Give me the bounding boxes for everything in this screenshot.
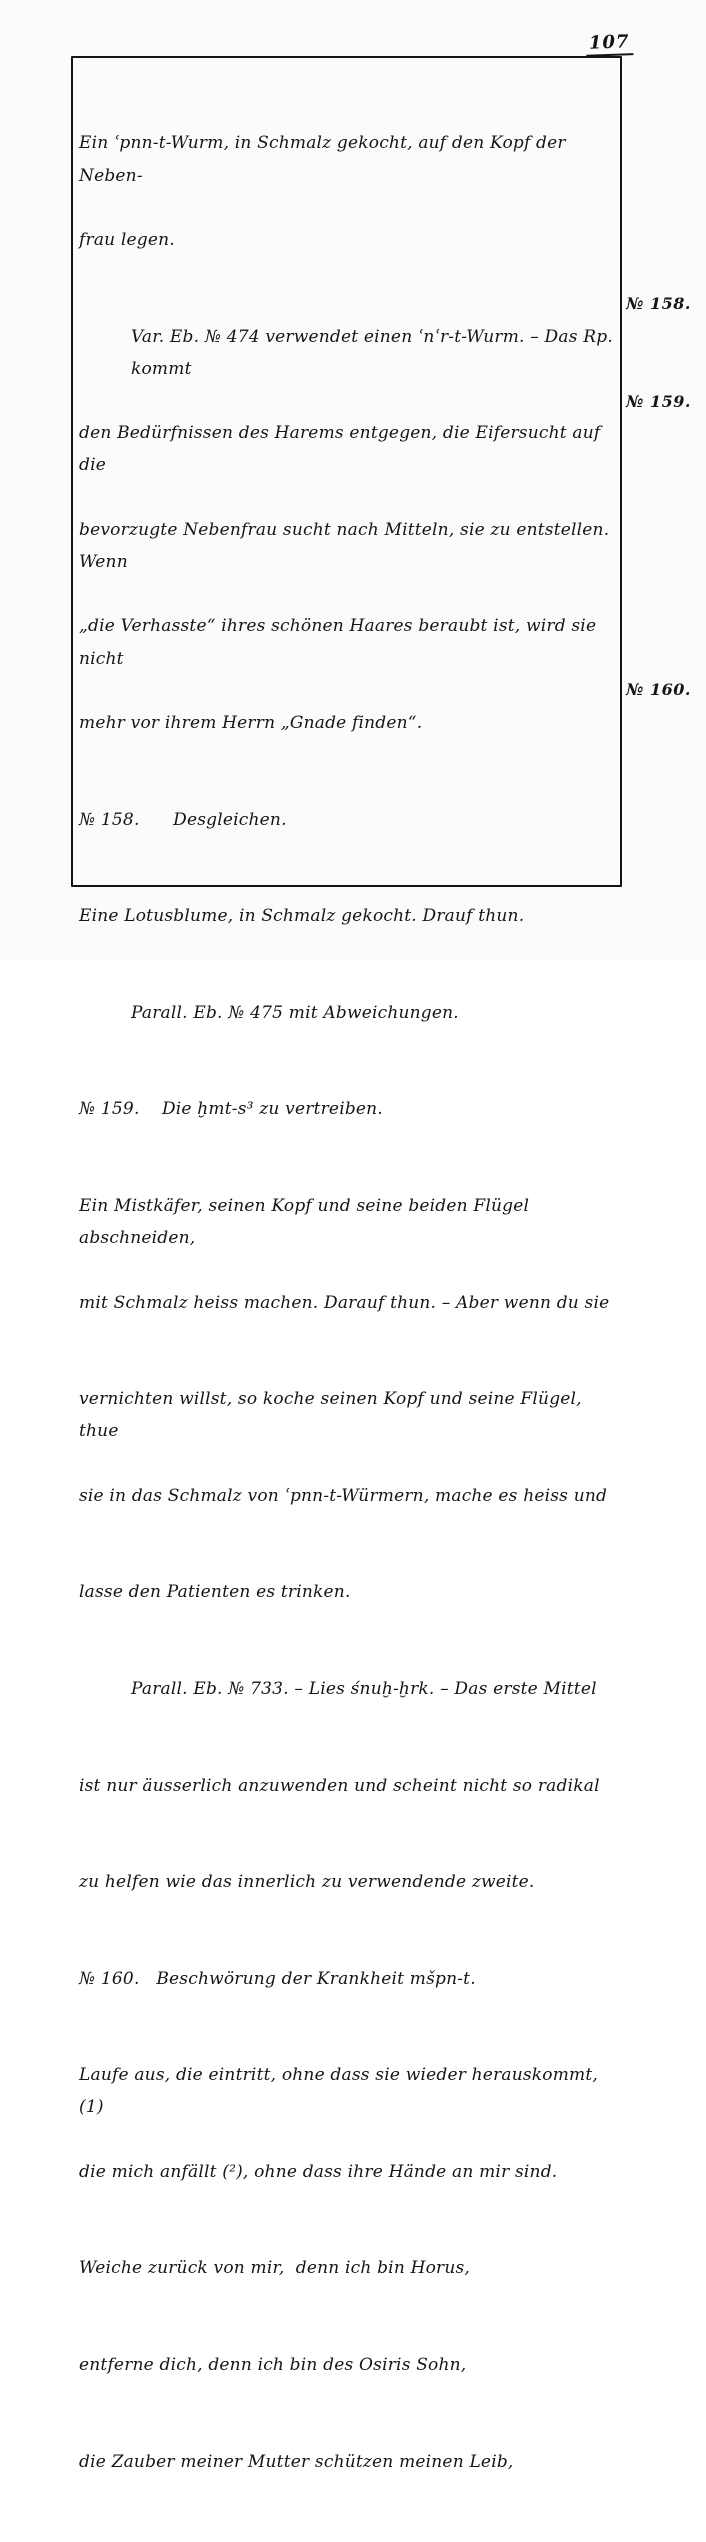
manuscript-line-no-158: № 158. Desgleichen. [79, 809, 287, 830]
manuscript-line: vernichten willst, so koche seinen Kopf und seine Flügel, thue [79, 1389, 588, 1442]
manuscript-line: entferne dich, denn ich bin des Osiris Sohn, [79, 2355, 467, 2376]
manuscript-line: Parall. Eb. № 733. – Lies śnuḫ-ḫrk. – Das erste Mittel [131, 1678, 597, 1699]
manuscript-line: bevorzugte Nebenfrau sucht nach Mitteln, sie zu entstellen. Wenn [79, 519, 615, 572]
manuscript-line: Ein ʿpnn-t-Wurm, in Schmalz gekocht, auf den Kopf der Neben- [79, 133, 572, 186]
page-number: 107 [586, 31, 633, 57]
manuscript-line: lasse den Patienten es trinken. [79, 1582, 351, 1603]
manuscript-line: Ein Mistkäfer, seinen Kopf und seine beiden Flügel abschneiden, [79, 1195, 535, 1249]
manuscript-text [79, 63, 617, 2542]
manuscript-line: den Bedürfnissen des Harems entgegen, die Eifersucht auf die [79, 423, 606, 476]
manuscript-line: mit Schmalz heiss machen. Darauf thun. – Aber wenn du sie [79, 1292, 610, 1313]
manuscript-line: ist nur äusserlich anzuwenden und scheint nicht so radikal [79, 1775, 600, 1796]
manuscript-line: „die Verhasste“ ihres schönen Haares beraubt ist, wird sie nicht [79, 616, 602, 669]
manuscript-line: Laufe aus, die eintritt, ohne dass sie wieder herauskommt, (1) [79, 2065, 604, 2118]
manuscript-line: Weiche zurück von mir, denn ich bin Horus, [79, 2258, 471, 2279]
manuscript-line: Parall. Eb. № 475 mit Abweichungen. [131, 1002, 459, 1023]
manuscript-line: mehr vor ihrem Herrn „Gnade finden“. [79, 712, 423, 733]
manuscript-line: die mich anfällt (²), ohne dass ihre Hände an mir sind. [79, 2161, 558, 2182]
manuscript-line: die Zauber meiner Mutter schützen meinen Leib, [79, 2451, 514, 2472]
manuscript-line: Var. Eb. № 474 verwendet einen ʿnʿr-t-Wurm. – Das Rp. kommt [131, 326, 619, 379]
manuscript-line: zu helfen wie das innerlich zu verwendende zweite. [79, 1872, 535, 1893]
margin-note-158: № 158. [626, 294, 691, 313]
margin-note-160: № 160. [626, 680, 691, 699]
manuscript-line: Eine Lotusblume, in Schmalz gekocht. Drauf thun. [79, 906, 525, 927]
manuscript-line-no-159: № 159. Die ḫmt-s³ zu vertreiben. [79, 1099, 383, 1120]
manuscript-line: sie in das Schmalz von ʿpnn-t-Würmern, mache es heiss und [79, 1485, 608, 1506]
manuscript-line-no-160: № 160. Beschwörung der Krankheit mšpn-t. [79, 1968, 476, 1989]
margin-note-159: № 159. [626, 392, 691, 411]
manuscript-line: frau legen. [79, 230, 175, 250]
